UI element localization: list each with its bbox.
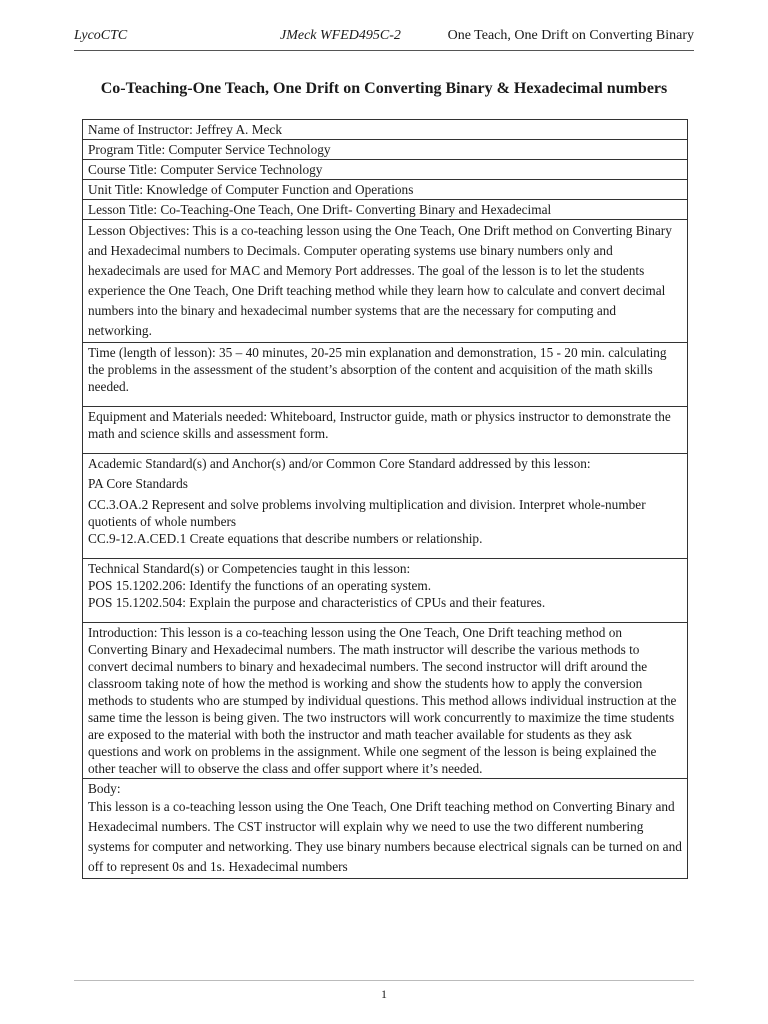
body-text: This lesson is a co-teaching lesson using the One Teach, One Drift teaching method on Converting Binary and Hexadecimal numbers. The CST instructor will explain why we need to use the two different numbering systems for computer and networking. They use binary numbers because electrical signals can be turned on and off to represent 0s and 1s. Hexadecimal numbers	[88, 799, 682, 874]
technical-standard-2: POS 15.1202.504: Explain the purpose and characteristics of CPUs and their features.	[88, 595, 546, 610]
unit-row: Unit Title: Knowledge of Computer Function and Operations	[83, 180, 688, 200]
technical-heading: Technical Standard(s) or Competencies taught in this lesson:	[88, 561, 411, 576]
header-org: LycoCTC	[74, 28, 128, 43]
technical-standard-1: POS 15.1202.206: Identify the functions of an operating system.	[88, 578, 432, 593]
equipment-text: Equipment and Materials needed: Whiteboard, Instructor guide, math or physics instructor to demonstrate the math and science skills and assessment form.	[88, 409, 671, 441]
header-course-code: JMeck WFED495C-2	[280, 28, 401, 43]
objectives-row	[83, 220, 688, 343]
course-row: Course Title: Computer Service Technology	[83, 160, 688, 180]
body-heading: Body:	[88, 781, 121, 796]
page-header	[74, 28, 694, 51]
introduction-text: Introduction: This lesson is a co-teaching lesson using the One Teach, One Drift teaching method on Converting Binary and Hexadecimal numbers. The math instructor will describe the various methods to convert decimal numbers to binary and hexadecimal numbers. The second instructor will drift around the classroom taking note of how the method is working and show the students how to apply the conversion methods to students who are stumped by individual questions. This method allows individual instruction at the same time the lesson is being given. The two instructors will work concurrently to maximize the time students are exposed to the material with both the instructor and math teacher available for students as they ask questions and work on problems in the assignment. While one segment of the lesson is being explained the other teacher will to observe the class and offer support where it’s needed.	[88, 625, 677, 776]
time-text: Time (length of lesson): 35 – 40 minutes, 20-25 min explanation and demonstration, 15 - 20 min. calculating the problems in the assessment of the student’s absorption of the content and acquisition of the math skills needed.	[88, 345, 667, 394]
academic-standard-1: CC.3.OA.2 Represent and solve problems involving multiplication and division. Interpret whole-number quotients of whole numbers	[88, 497, 646, 529]
document-title: Co-Teaching-One Teach, One Drift on Converting Binary & Hexadecimal numbers	[100, 80, 668, 97]
instructor-row: Name of Instructor: Jeffrey A. Meck	[83, 120, 688, 140]
body-row	[83, 779, 688, 879]
objectives-text: Lesson Objectives: This is a co-teaching lesson using the One Teach, One Drift method on Converting Binary and Hexadecimal numbers to Decimals. Computer operating systems use binary numbers only and hexadecimals are used for MAC and Memory Port addresses. The goal of the lesson is to let the students experience the One Teach, One Drift teaching method while they learn how to calculate and convert decimal numbers into the binary and hexadecimal number systems that are the necessary for computing and networking.	[88, 223, 672, 338]
program-row: Program Title: Computer Service Technology	[83, 140, 688, 160]
equipment-row	[83, 407, 688, 454]
lesson-plan-table	[82, 119, 688, 879]
introduction-row	[83, 623, 688, 779]
lesson-title-row: Lesson Title: Co-Teaching-One Teach, One Drift- Converting Binary and Hexadecimal	[83, 200, 688, 220]
page-number: 1	[381, 987, 387, 1001]
page-footer	[74, 980, 694, 1002]
academic-sub: PA Core Standards	[88, 476, 188, 491]
academic-standards-row	[83, 454, 688, 559]
academic-standard-2: CC.9-12.A.CED.1 Create equations that describe numbers or relationship.	[88, 531, 483, 546]
header-topic: One Teach, One Drift on Converting Binary	[447, 28, 694, 43]
technical-standards-row	[83, 559, 688, 623]
academic-heading: Academic Standard(s) and Anchor(s) and/or Common Core Standard addressed by this lesson:	[88, 456, 591, 471]
time-row	[83, 343, 688, 407]
